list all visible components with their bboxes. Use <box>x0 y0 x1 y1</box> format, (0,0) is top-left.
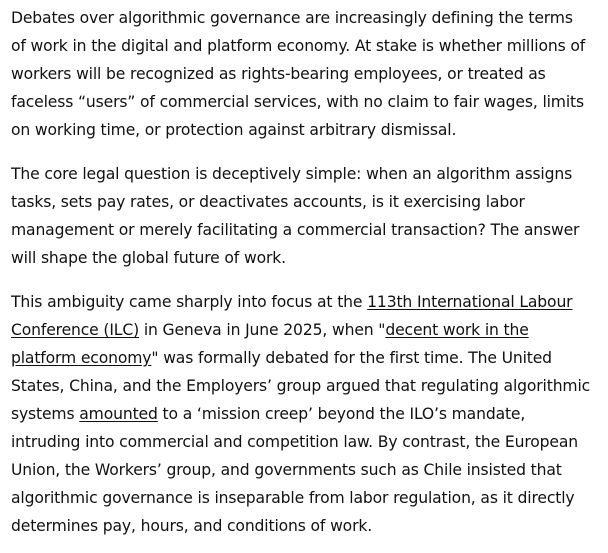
text-line <box>11 512 608 540</box>
text-segment: will shape the global future of work. <box>11 249 286 267</box>
decent-work-link[interactable]: platform economy <box>11 349 152 367</box>
text-line <box>11 456 608 484</box>
paragraph <box>11 4 608 144</box>
text-segment: algorithmic governance is inseparable from labor regulation, as it directly <box>11 489 575 507</box>
text-line <box>11 88 608 116</box>
text-segment: systems <box>11 405 80 423</box>
text-line <box>11 32 608 60</box>
text-line <box>11 316 608 344</box>
text-segment: faceless “users” of commercial services, with no claim to fair wages, limits <box>11 93 584 111</box>
text-segment: in Geneva in June 2025, when " <box>139 321 386 339</box>
text-line <box>11 344 608 372</box>
text-line <box>11 244 608 272</box>
text-line <box>11 160 608 188</box>
text-line <box>11 60 608 88</box>
text-line <box>11 288 608 316</box>
paragraph <box>11 288 608 540</box>
text-line <box>11 372 608 400</box>
text-segment: Debates over algorithmic governance are increasingly defining the terms <box>11 9 573 27</box>
text-segment: to a ‘mission creep’ beyond the ILO’s mandate, <box>157 405 526 423</box>
text-segment: on working time, or protection against arbitrary dismissal. <box>11 121 457 139</box>
ilc-link[interactable]: Conference (ILC) <box>11 321 140 339</box>
text-segment: workers will be recognized as rights-bearing employees, or treated as <box>11 65 546 83</box>
text-segment: determines pay, hours, and conditions of work. <box>11 517 373 535</box>
text-line <box>11 4 608 32</box>
text-segment: management or merely facilitating a commercial transaction? The answer <box>11 221 580 239</box>
text-line <box>11 116 608 144</box>
text-line <box>11 484 608 512</box>
text-line <box>11 428 608 456</box>
text-segment: States, China, and the Employers’ group argued that regulating algorithmic <box>11 377 591 395</box>
paragraph <box>11 160 608 272</box>
ilc-link[interactable]: 113th International Labour <box>367 293 573 311</box>
text-segment: of work in the digital and platform economy. At stake is whether millions of <box>11 37 586 55</box>
text-line <box>11 216 608 244</box>
text-segment: " was formally debated for the first time. The United <box>151 349 552 367</box>
text-line <box>11 188 608 216</box>
text-line <box>11 400 608 428</box>
text-segment: This ambiguity came sharply into focus at the <box>11 293 368 311</box>
text-segment: intruding into commercial and competition law. By contrast, the European <box>11 433 578 451</box>
amounted-link[interactable]: amounted <box>79 405 158 423</box>
text-segment: Union, the Workers’ group, and governments such as Chile insisted that <box>11 461 562 479</box>
decent-work-link[interactable]: decent work in the <box>385 321 529 339</box>
text-segment: The core legal question is deceptively simple: when an algorithm assigns <box>11 165 573 183</box>
text-segment: tasks, sets pay rates, or deactivates accounts, is it exercising labor <box>11 193 525 211</box>
